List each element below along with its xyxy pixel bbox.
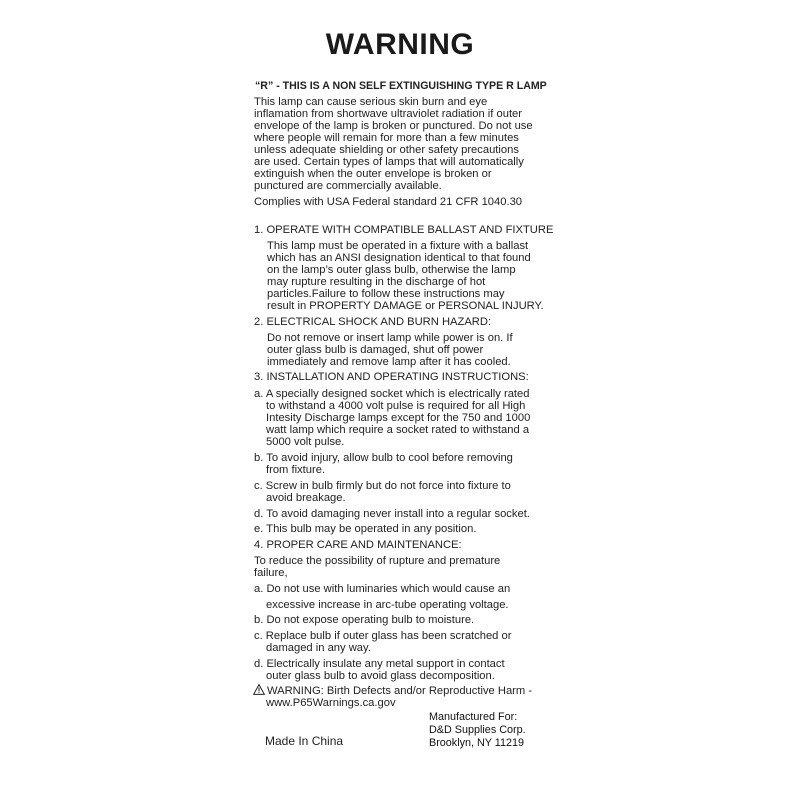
manufacturer-label: Manufactured For: — [429, 711, 518, 723]
manufacturer-address: Brooklyn, NY 11219 — [429, 737, 525, 749]
list-item: d. Electrically insulate any metal support in contact — [254, 658, 505, 670]
list-item-continuation: 5000 volt pulse. — [266, 436, 345, 448]
list-item: c. Replace bulb if outer glass has been scratched or — [254, 630, 512, 642]
intro-line: where people will remain for more than a few minutes — [254, 132, 519, 144]
list-item: b. To avoid injury, allow bulb to cool before removing — [254, 452, 513, 464]
list-item: e. This bulb may be operated in any position. — [254, 523, 477, 535]
list-item-continuation: excessive increase in arc-tube operating voltage. — [266, 599, 509, 611]
list-item: d. To avoid damaging never install into a regular socket. — [254, 508, 530, 520]
section-heading: 3. INSTALLATION AND OPERATING INSTRUCTIONS: — [254, 371, 529, 383]
section-intro: To reduce the possibility of rupture and premature — [254, 555, 501, 567]
list-item-continuation: Intesity Discharge lamps except for the 750 and 1000 — [266, 412, 531, 424]
warning-triangle-icon — [253, 684, 265, 695]
section-line: may rupture resulting in the discharge of hot — [267, 276, 486, 288]
intro-line: unless adequate shielding or other safety precautions — [254, 144, 519, 156]
manufacturer-block — [429, 711, 526, 750]
section-heading: 1. OPERATE WITH COMPATIBLE BALLAST AND FIXTURE — [254, 224, 554, 236]
manufacturer-name: D&D Supplies Corp. — [429, 724, 526, 736]
section-line: outer glass bulb is damaged, shut off power — [267, 344, 484, 356]
intro-line: punctured are commercially available. — [254, 180, 442, 192]
section-line: on the lamp’s outer glass bulb, otherwise the lamp — [267, 264, 516, 276]
intro-line: inflamation from shortwave ultraviolet radiation if outer — [254, 108, 523, 120]
section-line: Do not remove or insert lamp while power is on. If — [267, 332, 513, 344]
section-line: which has an ANSI designation identical to that found — [267, 252, 531, 264]
section-intro: failure, — [254, 567, 288, 579]
list-item: c. Screw in bulb firmly but do not force into fixture to — [254, 480, 511, 492]
list-item-continuation: from fixture. — [266, 464, 326, 476]
list-item-continuation: watt lamp which require a socket rated to withstand a — [266, 424, 530, 436]
section-line: result in PROPERTY DAMAGE or PERSONAL INJURY. — [267, 300, 544, 312]
page-title: WARNING — [325, 28, 475, 61]
list-item: a. A specially designed socket which is electrically rated — [254, 388, 530, 400]
intro-line: This lamp can cause serious skin burn and eye — [254, 96, 488, 108]
intro-line: envelope of the lamp is broken or punctured. Do not use — [254, 120, 533, 132]
section-line: particles.Failure to follow these instructions may — [267, 288, 505, 300]
p65-warning-url: www.P65Warnings.ca.gov — [266, 697, 396, 709]
intro-line: are used. Certain types of lamps that will automatically — [254, 156, 524, 168]
section-heading: 2. ELECTRICAL SHOCK AND BURN HAZARD: — [254, 316, 492, 328]
list-item-continuation: avoid breakage. — [266, 492, 346, 504]
list-item-continuation: damaged in any way. — [266, 642, 371, 654]
section-heading: 4. PROPER CARE AND MAINTENANCE: — [254, 539, 462, 551]
p65-warning-text: WARNING: Birth Defects and/or Reproductive Harm - — [267, 685, 533, 697]
country-of-origin: Made In China — [265, 734, 344, 748]
list-item-continuation: to withstand a 4000 volt pulse is required for all High — [266, 400, 526, 412]
list-item: a. Do not use with luminaries which would cause an — [254, 583, 511, 595]
section-line: immediately and remove lamp after it has cooled. — [267, 356, 511, 368]
compliance-statement: Complies with USA Federal standard 21 CFR 1040.30 — [254, 196, 523, 208]
section-line: This lamp must be operated in a fixture with a ballast — [267, 240, 529, 252]
type-r-heading: “R” - THIS IS A NON SELF EXTINGUISHING TYPE R LAMP — [255, 80, 547, 92]
intro-line: extinguish when the outer envelope is broken or — [254, 168, 492, 180]
list-item: b. Do not expose operating bulb to moisture. — [254, 614, 475, 626]
list-item-continuation: outer glass bulb to avoid glass decomposition. — [266, 670, 495, 682]
